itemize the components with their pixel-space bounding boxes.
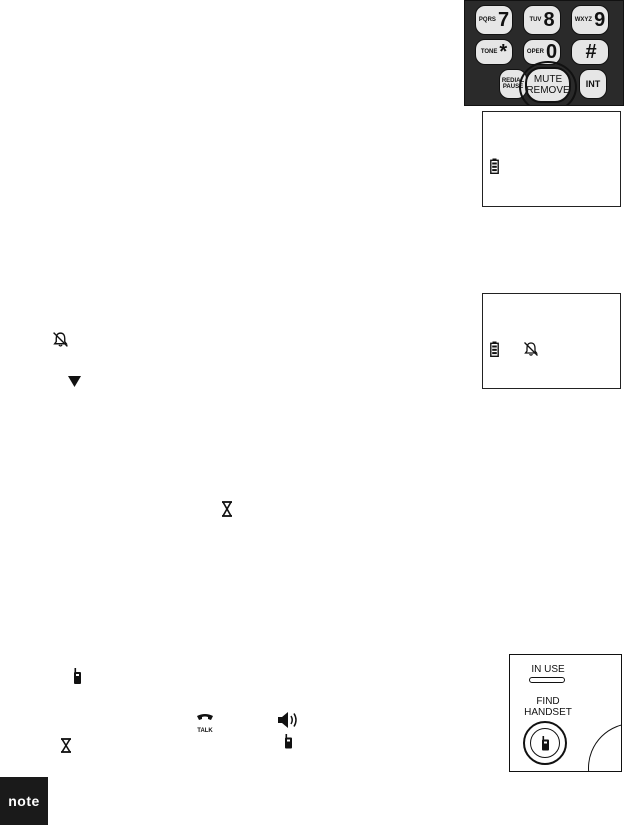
find-handset-button-inner (530, 728, 560, 758)
key-0: OPER 0 (523, 39, 561, 65)
keypad-illustration (464, 0, 624, 106)
in-use-indicator-light (529, 677, 565, 683)
down-arrow-icon (68, 375, 81, 393)
battery-icon (490, 341, 499, 362)
key-hash: # (571, 39, 609, 65)
ringer-off-icon (52, 331, 69, 353)
key-star: TONE * (475, 39, 513, 65)
base-station-illustration (509, 654, 622, 772)
in-use-label: IN USE (531, 664, 565, 675)
speaker-icon (276, 710, 302, 735)
tone-star-icon (59, 737, 73, 759)
key-int: INT (579, 69, 607, 99)
talk-icon: TALK (193, 710, 217, 735)
handset-icon (284, 734, 293, 754)
key-8: TUV 8 (523, 5, 561, 35)
ringer-off-icon (523, 341, 539, 362)
key-9: WXYZ 9 (571, 5, 609, 35)
key-redial: REDIAL PAUSE (499, 69, 527, 99)
key-7: PQRS 7 (475, 5, 513, 35)
battery-icon (490, 158, 499, 179)
handset-icon (541, 736, 550, 751)
lcd-display-battery (482, 111, 621, 207)
find-handset-label: FIND HANDSET (524, 696, 572, 718)
tone-star-icon (220, 500, 234, 523)
key-mute-remove: MUTE REMOVE (525, 67, 571, 103)
lcd-display-battery-ringer-off (482, 293, 621, 389)
note-badge: note (0, 777, 48, 825)
base-body-curve (588, 723, 622, 772)
handset-icon (73, 668, 82, 690)
